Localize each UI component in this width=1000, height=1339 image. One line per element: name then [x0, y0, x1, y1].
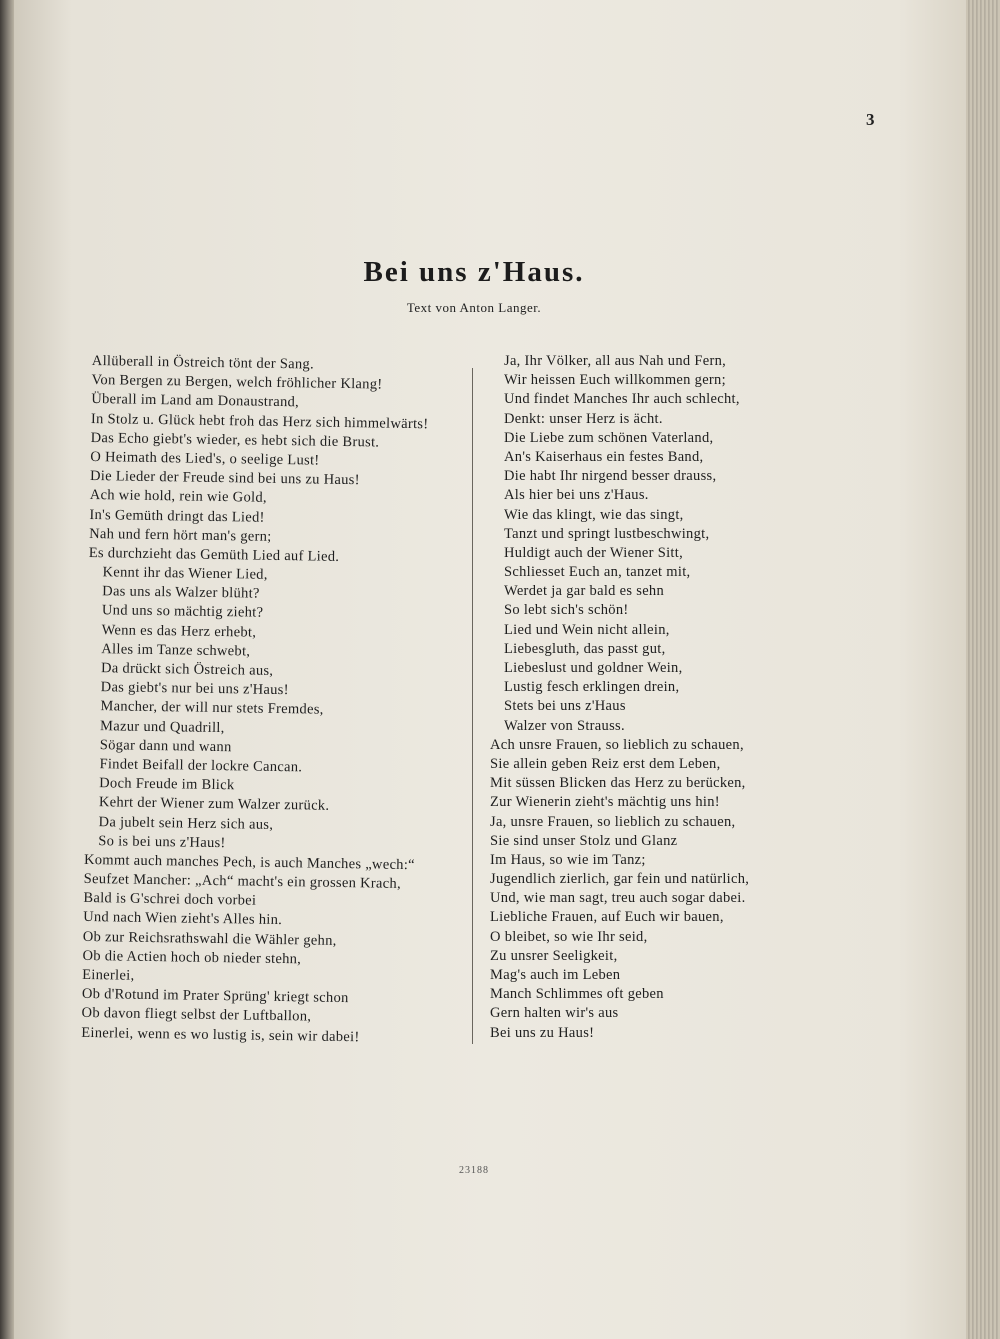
lyric-line: Die Liebe zum schönen Vaterland,: [504, 429, 714, 446]
lyric-line: Kennt ihr das Wiener Lied,: [102, 564, 268, 583]
lyric-line: Das giebt's nur bei uns z'Haus!: [100, 679, 289, 699]
lyric-line: Doch Freude im Blick: [99, 775, 235, 794]
lyric-line: Liebesgluth, das passt gut,: [504, 640, 666, 657]
lyric-line: Mancher, der will nur stets Fremdes,: [100, 698, 324, 719]
lyric-line: Kehrt der Wiener zum Walzer zurück.: [98, 794, 330, 815]
lyric-line: Findet Beifall der lockre Cancan.: [99, 756, 303, 776]
lyric-line: Und nach Wien zieht's Alles hin.: [82, 909, 283, 929]
lyrics-right-column: [476, 352, 816, 1043]
lyric-line: Mag's auch im Leben: [490, 967, 621, 983]
column-divider: [472, 368, 473, 1044]
lyric-line: Es durchzieht das Gemüth Lied auf Lied.: [88, 544, 340, 565]
lyric-line: Ja, Ihr Völker, all aus Nah und Fern,: [504, 353, 727, 369]
lyric-line: Zu unsrer Seeligkeit,: [490, 947, 618, 964]
lyric-line: Sögar dann und wann: [99, 736, 232, 755]
lyric-line: Gern halten wir's aus: [490, 1005, 619, 1022]
lyric-line: In's Gemüth dringt das Lied!: [89, 506, 265, 526]
lyric-line: Walzer von Strauss.: [504, 717, 625, 734]
lyric-line: Ach unsre Frauen, so lieblich zu schauen,: [490, 736, 744, 753]
lyric-line: Werdet ja gar bald es sehn: [504, 583, 665, 600]
lyric-line: O Heimath des Lied's, o seelige Lust!: [90, 448, 320, 469]
lyric-line: Wenn es das Herz erhebt,: [101, 621, 257, 641]
lyric-line: Mazur und Quadrill,: [100, 717, 225, 736]
song-title: Bei uns z'Haus.: [363, 256, 585, 288]
lyric-line: Sie allein geben Reiz erst dem Leben,: [490, 755, 721, 772]
lyric-line: Ja, unsre Frauen, so lieblich zu schauen,: [490, 813, 736, 830]
lyric-line: Seufzet Mancher: „Ach“ macht's ein grossen Krach,: [83, 870, 402, 892]
lyric-line: Bald is G'schrei doch vorbei: [83, 890, 257, 909]
lyric-line: Da drückt sich Östreich aus,: [100, 660, 274, 679]
lyric-line: Wie das klingt, wie das singt,: [504, 506, 684, 523]
lyric-line: Als hier bei uns z'Haus.: [504, 487, 649, 504]
lyric-line: Nah und fern hört man's gern;: [89, 525, 272, 545]
lyric-line: Lustig fesch erklingen drein,: [504, 679, 680, 696]
lyric-line: Ach wie hold, rein wie Gold,: [89, 487, 267, 507]
plate-number: 23188: [459, 1165, 489, 1176]
lyric-line: Ob die Actien hoch ob nieder stehn,: [82, 947, 302, 968]
lyric-line: Und, wie man sagt, treu auch sogar dabei.: [490, 890, 746, 907]
lyric-line: Einerlei, wenn es wo lustig is, sein wir dabei!: [81, 1024, 360, 1045]
book-page: [14, 0, 976, 1339]
lyric-line: Liebeslust und goldner Wein,: [504, 660, 683, 676]
lyric-line: Und uns so mächtig zieht?: [101, 602, 264, 622]
lyric-line: O bleibet, so wie Ihr seid,: [490, 928, 648, 945]
lyric-line: Allüberall in Östreich tönt der Sang.: [91, 352, 315, 373]
lyric-line: Stets bei uns z'Haus: [504, 698, 626, 715]
lyric-line: Von Bergen zu Bergen, welch fröhlicher Klang!: [91, 372, 383, 393]
lyric-line: Ob davon fliegt selbst der Luftballon,: [81, 1005, 312, 1025]
lyricist-credit: Text von Anton Langer.: [406, 300, 542, 315]
lyric-line: So is bei uns z'Haus!: [98, 832, 226, 851]
lyric-line: Lied und Wein nicht allein,: [504, 621, 670, 638]
lyric-line: Manch Schlimmes oft geben: [490, 986, 664, 1003]
lyric-line: So lebt sich's schön!: [504, 602, 629, 619]
page-stack-edge: [966, 0, 1000, 1339]
page-number: 3: [866, 110, 875, 129]
lyric-line: Liebliche Frauen, auf Euch wir bauen,: [490, 909, 724, 926]
lyric-line: Jugendlich zierlich, gar fein und natürlich,: [490, 871, 750, 888]
lyric-line: Sie sind unser Stolz und Glanz: [490, 832, 678, 849]
lyric-line: Huldigt auch der Wiener Sitt,: [504, 544, 683, 561]
lyric-line: Kommt auch manches Pech, is auch Manches „wech:“: [83, 851, 415, 874]
lyric-line: Ob zur Reichsrathswahl die Wähler gehn,: [82, 928, 337, 949]
lyric-line: Einerlei,: [82, 966, 135, 984]
book-spine-edge: [0, 0, 14, 1339]
lyric-line: Schliesset Euch an, tanzet mit,: [504, 564, 691, 581]
lyric-line: Wir heissen Euch willkommen gern;: [504, 372, 726, 389]
lyric-line: Bei uns zu Haus!: [490, 1024, 595, 1041]
lyric-line: Und findet Manches Ihr auch schlecht,: [504, 391, 740, 408]
lyric-line: Tanzt und springt lustbeschwingt,: [504, 525, 710, 542]
lyric-line: Denkt: unser Herz is ächt.: [504, 410, 663, 427]
lyric-line: Die habt Ihr nirgend besser drauss,: [504, 468, 717, 485]
lyrics-left-column: [81, 352, 470, 1049]
lyric-line: Das Echo giebt's wieder, es hebt sich die Brust.: [90, 429, 380, 451]
lyric-line: Mit süssen Blicken das Herz zu berücken,: [490, 775, 746, 792]
lyric-line: Das uns als Walzer blüht?: [102, 583, 260, 602]
lyric-line: An's Kaiserhaus ein festes Band,: [504, 448, 704, 465]
lyric-line: Überall im Land am Donaustrand,: [91, 391, 300, 411]
lyric-line: Da jubelt sein Herz sich aus,: [98, 813, 274, 833]
lyric-line: Ob d'Rotund im Prater Sprüng' kriegt schon: [81, 986, 349, 1007]
lyric-line: Alles im Tanze schwebt,: [101, 640, 251, 660]
lyric-line: Die Lieder der Freude sind bei uns zu Haus!: [89, 468, 360, 489]
lyric-line: Zur Wienerin zieht's mächtig uns hin!: [490, 794, 720, 811]
lyric-line: In Stolz u. Glück hebt froh das Herz sich himmelwärts!: [90, 410, 429, 432]
lyric-line: Im Haus, so wie im Tanz;: [490, 851, 646, 868]
